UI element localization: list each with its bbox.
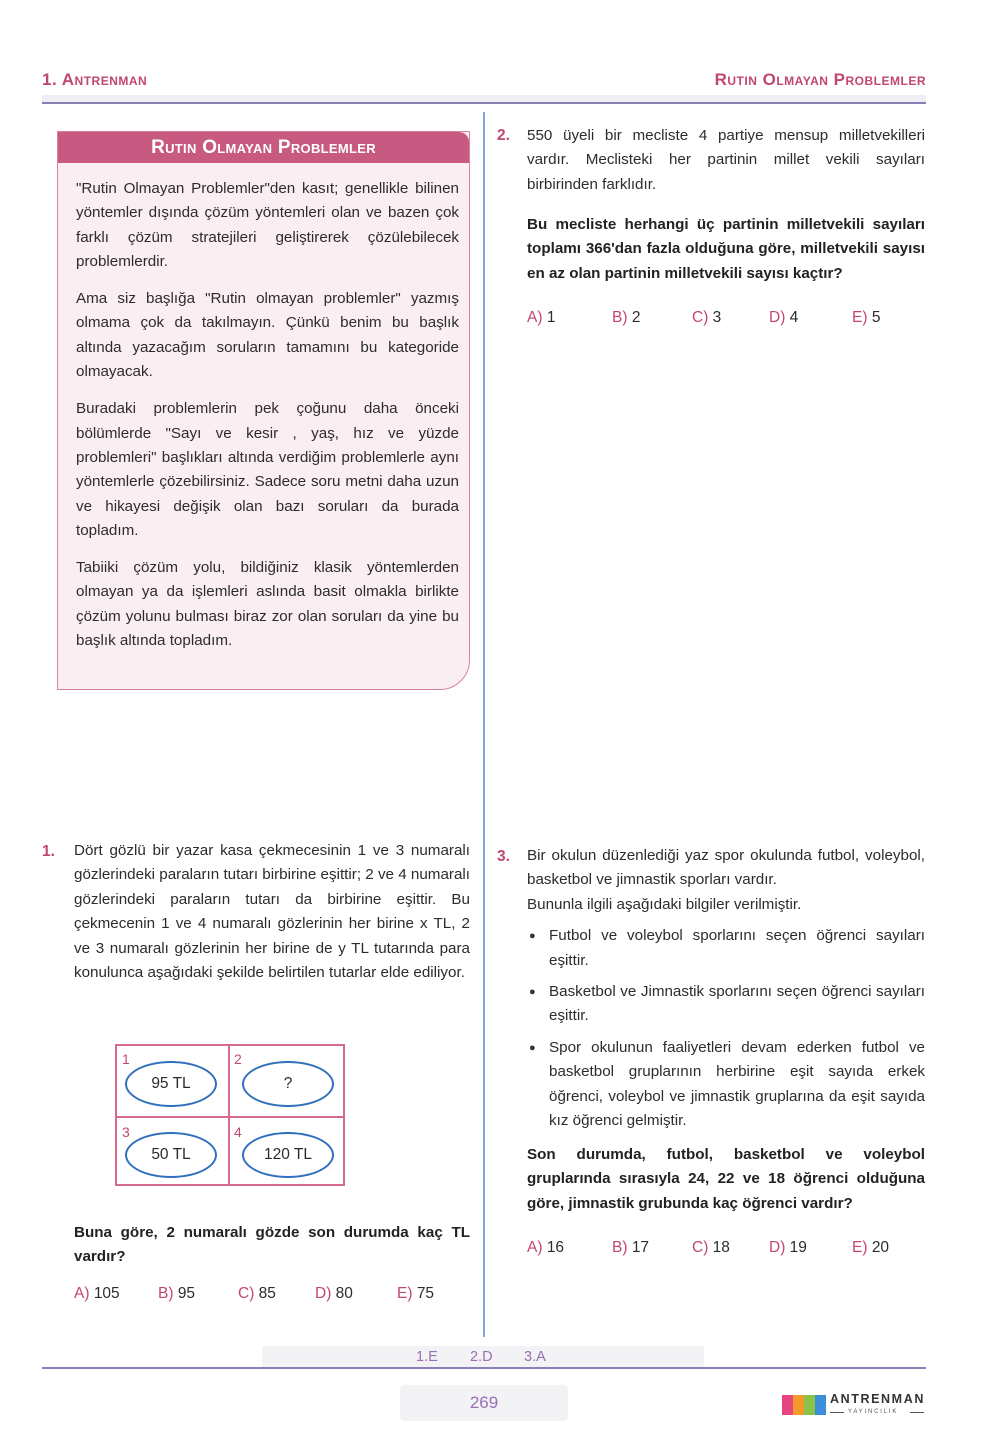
option-b[interactable]: B) 17 — [612, 1239, 650, 1256]
question-3-body — [527, 844, 925, 1133]
bullet-item: ● Basketbol ve Jimnastik sporlarını seçen öğrenci sayıları eşittir. — [527, 980, 925, 1029]
option-c[interactable]: C) 18 — [692, 1239, 730, 1256]
option-a[interactable]: A) 105 — [74, 1285, 120, 1302]
logo-cube-minus-icon — [804, 1395, 815, 1415]
logo-subline — [910, 1412, 924, 1413]
page-number: 269 — [400, 1385, 568, 1421]
option-a[interactable]: A) 16 — [527, 1239, 565, 1256]
logo-cube-multiply-icon — [793, 1395, 804, 1415]
info-box — [57, 131, 470, 690]
option-e[interactable]: E) 20 — [852, 1239, 890, 1256]
cell-number: 3 — [122, 1124, 130, 1140]
question-1-prompt: Buna göre, 2 numaralı gözde son durumda kaç TL vardır? — [74, 1224, 470, 1266]
question-1-text: Dört gözlü bir yazar kasa çekmecesinin 1 ve 3 numaralı gözlerindeki paraların tutarı birbirine eşittir; 2 ve 4 numaralı gözlerindeki paraların tutarı da birbirine eşittir. Bu çekmecenin 1 ve 4 numaralı gözlerinin her birine x TL, 2 ve 3 numaralı gözlerinin her birine de y TL tutarında para konulunca aşağıdaki şekilde belirtilen tutarlar elde ediliyor. — [74, 842, 470, 982]
drawer-divider-horizontal — [117, 1116, 343, 1118]
info-paragraph: Buradaki problemlerin pek çoğunu daha önceki bölümlerde "Sayı ve kesir , yaş, hız ve yüzde problemleri" başlıkları altında verdiğim problemlerle aynı yöntemlerle çözebilirsiniz. Sadece soru metni daha uzun ve hikayesi değişik olan bazı soruları da burada topladım. — [76, 400, 459, 539]
option-a[interactable]: A) 1 — [527, 309, 556, 326]
cell-amount-oval: ? — [242, 1061, 334, 1107]
drawer-figure — [115, 1044, 345, 1186]
logo-subtitle: YAYINCILIK — [848, 1409, 899, 1415]
option-d[interactable]: D) 19 — [769, 1239, 807, 1256]
option-c[interactable]: C) 85 — [238, 1285, 276, 1302]
cell-amount-oval: 95 TL — [125, 1061, 217, 1107]
question-2-options — [527, 309, 925, 329]
answer-item: 1.E — [416, 1349, 438, 1365]
info-paragraph: Ama siz başlığa "Rutin olmayan problemler" yazmış olmama çok da takılmayın. Çünkü benim bu başlık altında yazacağım soruların tamamını bu kategoride olmayacak. — [76, 290, 459, 381]
question-2-number: 2. — [497, 127, 510, 144]
cell-amount-oval: 120 TL — [242, 1132, 334, 1178]
header-rule — [42, 95, 926, 104]
option-b[interactable]: B) 2 — [612, 309, 641, 326]
question-1-options — [74, 1285, 470, 1305]
question-2-prompt: Bu mecliste herhangi üç partinin milletvekili sayıları toplamı 366'dan fazla olduğuna göre, milletvekili sayısı en az olan partinin milletvekili sayısı kaçtır? — [527, 216, 925, 282]
logo-subline — [830, 1412, 844, 1413]
option-d[interactable]: D) 4 — [769, 309, 799, 326]
answer-item: 2.D — [470, 1349, 493, 1365]
header-section-label: 1. Antrenman — [42, 70, 148, 89]
answer-item: 3.A — [524, 1349, 546, 1365]
option-c[interactable]: C) 3 — [692, 309, 722, 326]
question-3-intro-2: Bununla ilgili aşağıdaki bilgiler verilmiştir. — [527, 895, 802, 913]
question-3-prompt: Son durumda, futbol, basketbol ve voleybol gruplarında sırasıyla 24, 22 ve 18 öğrenci olduğuna göre, jimnastik grubunda kaç öğrenci vardır? — [527, 1146, 925, 1212]
info-box-title: Rutin Olmayan Problemler — [58, 132, 469, 163]
cell-number: 2 — [234, 1051, 242, 1067]
cell-amount-oval: 50 TL — [125, 1132, 217, 1178]
question-2-text: 550 üyeli bir mecliste 4 partiye mensup milletvekilleri vardır. Meclisteki her partinin millet vekili sayıları birbirinden farklıdır. — [527, 127, 925, 193]
cell-number: 1 — [122, 1051, 130, 1067]
bullet-item: ● Futbol ve voleybol sporlarını seçen öğrenci sayıları eşittir. — [527, 924, 925, 973]
cell-number: 4 — [234, 1124, 242, 1140]
info-paragraph: Tabiiki çözüm yolu, bildiğiniz klasik yöntemlerden olmayan ya da işlemleri aslında basit olmakla birlikte çözüm yolunu bulması biraz zor olan soruları da yine bu başlık altında topladım. — [76, 559, 459, 650]
question-1-number: 1. — [42, 843, 55, 860]
header-topic-label: Rutin Olmayan Problemler — [714, 70, 926, 89]
logo-cube-plus-icon — [815, 1395, 826, 1415]
option-e[interactable]: E) 75 — [397, 1285, 435, 1302]
publisher-logo — [782, 1389, 927, 1423]
column-divider — [483, 112, 485, 1337]
question-3-number: 3. — [497, 848, 510, 865]
option-b[interactable]: B) 95 — [158, 1285, 196, 1302]
logo-brand: ANTRENMAN — [830, 1392, 925, 1406]
answer-key — [262, 1346, 704, 1368]
option-e[interactable]: E) 5 — [852, 309, 881, 326]
footer-rule — [42, 1367, 926, 1369]
option-d[interactable]: D) 80 — [315, 1285, 353, 1302]
question-3-options — [527, 1239, 925, 1259]
drawer-divider-vertical — [228, 1046, 230, 1184]
question-3-intro: Bir okulun düzenlediği yaz spor okulunda futbol, voleybol, basketbol ve jimnastik sporları vardır. — [527, 847, 925, 889]
bullet-item: ● Spor okulunun faaliyetleri devam ederken futbol ve basketbol gruplarının herbirine eşit sayıda erkek öğrenci, voleybol ve jimnastik gruplarına da eşit sayıda kız öğrenci gelmiştir. — [527, 1036, 925, 1134]
logo-cube-divide-icon — [782, 1395, 793, 1415]
question-3-bullets — [527, 924, 925, 1133]
info-paragraph: "Rutin Olmayan Problemler"den kasıt; genellikle bilinen yöntemler dışında çözüm yöntemleri olan ve bazen çok farklı çözüm stratejileri geliştirerek çözülebilecek problemlerdir. — [76, 180, 459, 270]
